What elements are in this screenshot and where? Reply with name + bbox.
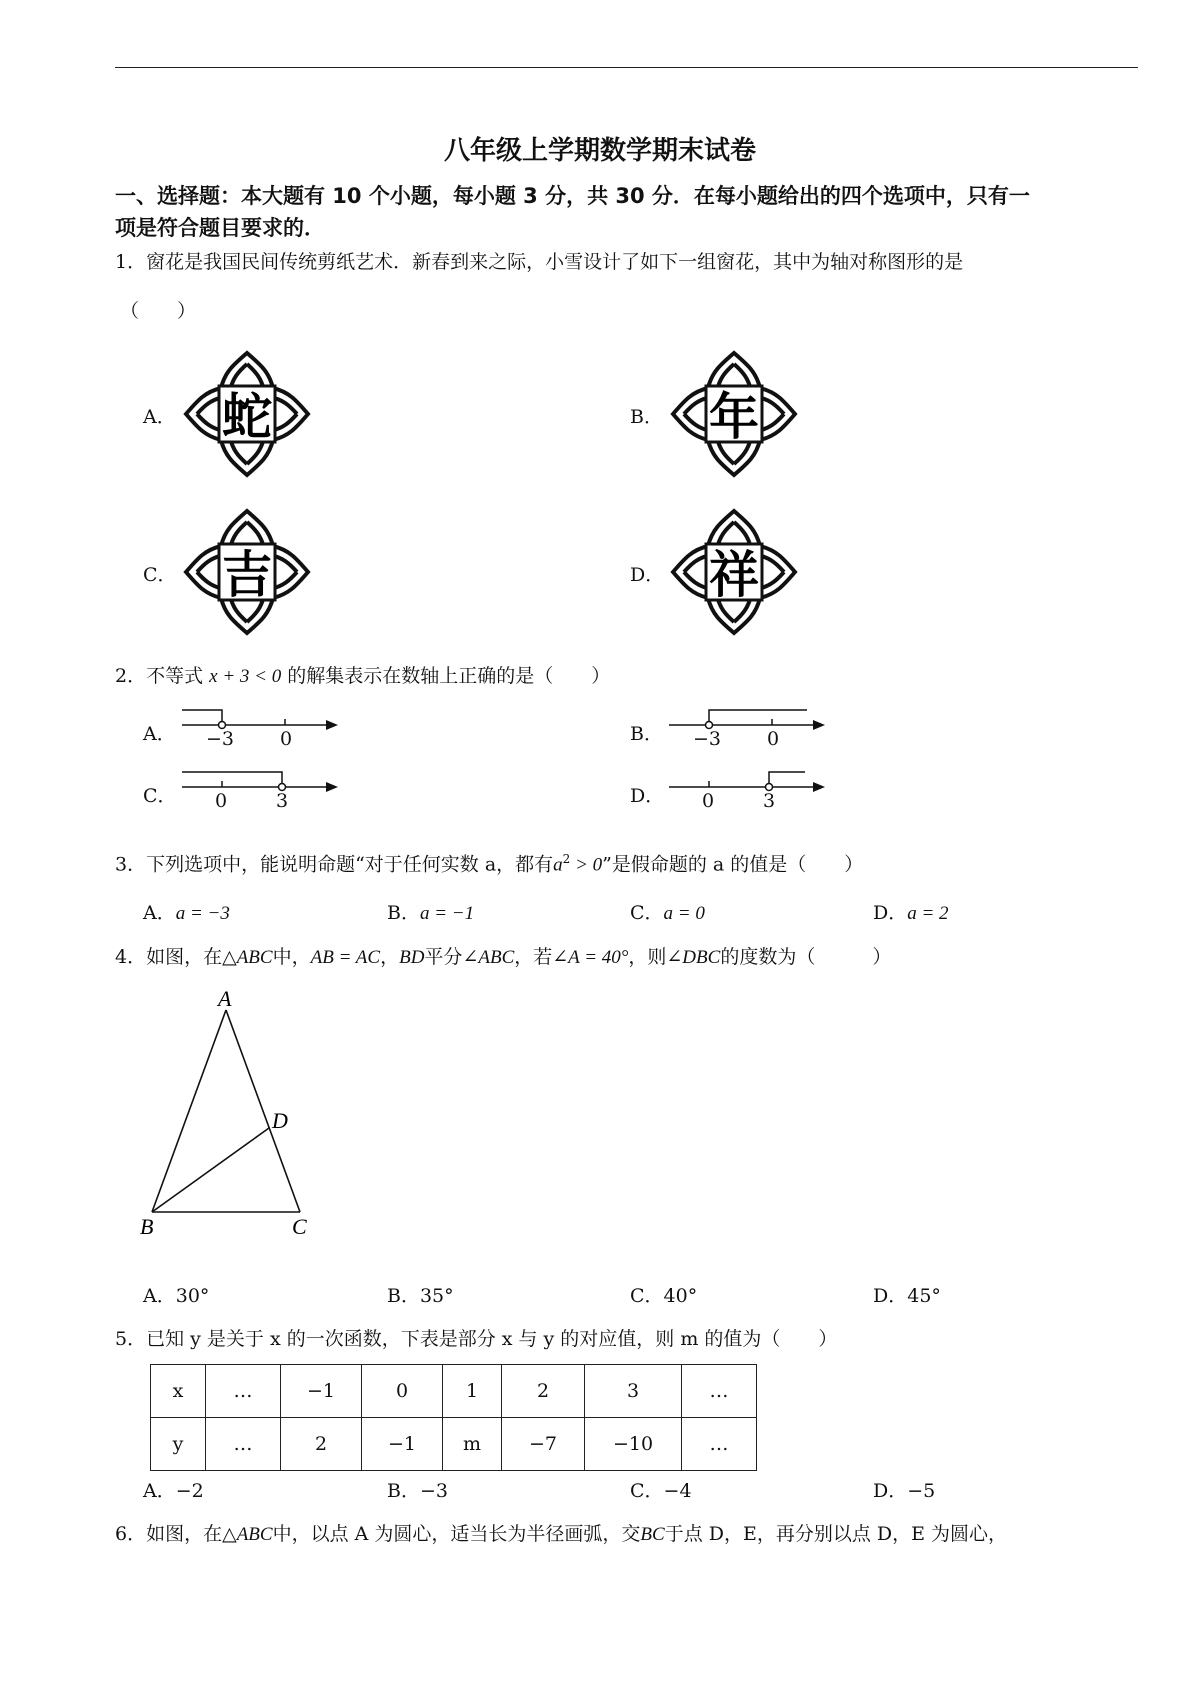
q4-option-c[interactable] (630, 1281, 697, 1308)
q3-option-a-value: a = −3 (175, 903, 230, 924)
table-cell: −1 (281, 1365, 362, 1418)
q4-option-a[interactable] (143, 1281, 209, 1308)
table-cell: −10 (585, 1418, 682, 1471)
window-flower-c-char: 吉 (222, 546, 272, 604)
vertex-d-label: D (272, 1108, 288, 1133)
q4-option-d[interactable] (873, 1281, 941, 1308)
q2-option-b-label[interactable]: B． (630, 723, 663, 745)
table-cell: 3 (585, 1365, 682, 1418)
q2-option-b-number-line (667, 705, 827, 755)
window-flower-a-image (183, 350, 311, 482)
q5-option-d-label: D． (873, 1480, 908, 1502)
window-flower-d-icon (670, 508, 798, 636)
q2-option-a-number-line (180, 705, 340, 755)
q3-option-d[interactable] (873, 898, 949, 925)
window-flower-a-char: 蛇 (222, 388, 272, 446)
table-cell: 1 (443, 1365, 502, 1418)
q3-option-d-label: D． (873, 902, 908, 924)
table-cell: … (206, 1365, 281, 1418)
table-cell: m (443, 1418, 502, 1471)
q2-option-c-number-line (180, 767, 340, 817)
q2-post: 的解集表示在数轴上正确的是（ ） (287, 665, 611, 687)
q4-e5: ∠A = 40° (552, 947, 629, 968)
table-cell: 0 (362, 1365, 443, 1418)
q4-p4: 平分 (424, 946, 463, 968)
q5-option-d-value: −5 (907, 1480, 936, 1502)
table-cell: … (682, 1365, 757, 1418)
window-flower-a-icon (183, 350, 311, 478)
q2-option-d-number-line (667, 767, 827, 817)
side-ac (226, 1010, 300, 1212)
q3-option-c[interactable] (630, 898, 705, 925)
q3-expr-exp: 2 (562, 852, 571, 866)
section-heading-line2: 项是符合题目要求的． (115, 216, 325, 240)
table-cell: x (151, 1365, 206, 1418)
segment-bd (152, 1128, 269, 1212)
q3-expr-base: a (553, 854, 563, 876)
q4-option-b-label: B． (387, 1285, 420, 1307)
q6-p1: 6．如图，在 (115, 1523, 223, 1545)
q2-option-d-tick-1: 0 (702, 790, 715, 812)
q2-option-b-tick-2: 0 (767, 728, 780, 750)
table-cell: 2 (281, 1418, 362, 1471)
window-flower-d-char: 祥 (709, 546, 759, 604)
q3-pre: 3．下列选项中，能说明命题“对于任何实数 a，都有 (115, 853, 554, 876)
q4-option-c-label: C． (630, 1285, 664, 1307)
q3-option-d-value: a = 2 (907, 903, 949, 924)
question-2-text (115, 663, 610, 690)
q2-option-b-tick-1: −3 (693, 728, 722, 750)
q2-option-c-label[interactable]: C． (143, 785, 177, 807)
q1-option-a-label[interactable]: A． (143, 406, 176, 428)
q4-option-b-value: 35° (419, 1285, 454, 1307)
table-cell: … (682, 1418, 757, 1471)
q3-option-b[interactable] (387, 898, 474, 925)
q2-option-a-tick-1: −3 (206, 728, 235, 750)
q1-option-d-label[interactable]: D． (630, 564, 665, 586)
q3-option-b-label: B． (387, 902, 420, 924)
q2-option-c-tick-2: 3 (276, 790, 289, 812)
question-6-text (115, 1521, 1007, 1548)
q6-p3: 于点 D，E，再分别以点 D，E 为圆心， (664, 1523, 1008, 1545)
triangle-figure (130, 990, 340, 1240)
q4-option-b[interactable] (387, 1281, 454, 1308)
q6-p2: 中，以点 A 为圆心，适当长为半径画弧，交 (272, 1523, 641, 1545)
section-heading-line1: 一、选择题：本大题有 10 个小题，每小题 3 分，共 30 分．在每小题给出的四个选项中，只有一 (115, 184, 1030, 208)
q1-option-b-label[interactable]: B． (630, 406, 663, 428)
q4-p6: ，则 (628, 946, 667, 968)
q2-option-d-label[interactable]: D． (630, 785, 665, 807)
q2-inequality: x + 3 < 0 (209, 666, 282, 687)
q5-option-d[interactable] (873, 1476, 935, 1503)
q5-option-c-value: −4 (663, 1480, 692, 1502)
q5-option-a[interactable] (143, 1476, 204, 1503)
q5-option-b-value: −3 (419, 1480, 448, 1502)
table-cell: −1 (362, 1418, 443, 1471)
q4-option-c-value: 40° (663, 1285, 698, 1307)
question-1-text: 1．窗花是我国民间传统剪纸艺术．新春到来之际，小雪设计了如下一组窗花，其中为轴对称图形的是 (115, 251, 964, 273)
q4-p1: 4．如图，在 (115, 946, 223, 968)
q4-option-d-label: D． (873, 1285, 908, 1307)
page-title: 八年级上学期数学期末试卷 (443, 136, 756, 166)
q2-option-d-tick-2: 3 (763, 790, 776, 812)
q3-option-a-label: A． (143, 902, 176, 924)
table-cell: 2 (502, 1365, 585, 1418)
table-row-y (151, 1418, 757, 1471)
question-4-text (115, 944, 891, 971)
q4-option-d-value: 45° (907, 1285, 941, 1307)
q5-option-c-label: C． (630, 1480, 664, 1502)
window-flower-b-char: 年 (709, 388, 759, 446)
vertex-b-label: B (140, 1214, 154, 1239)
q1-option-c-label[interactable]: C． (143, 564, 177, 586)
q2-option-a-label[interactable]: A． (143, 723, 176, 745)
q3-option-b-value: a = −1 (419, 903, 475, 924)
q3-option-a[interactable] (143, 898, 230, 925)
table-cell: −7 (502, 1418, 585, 1471)
q4-e1: △ABC (222, 947, 273, 968)
q2-option-c-tick-1: 0 (215, 790, 228, 812)
table-cell: y (151, 1418, 206, 1471)
q5-option-b[interactable] (387, 1476, 448, 1503)
q5-option-a-label: A． (143, 1480, 176, 1502)
q4-option-a-label: A． (143, 1285, 176, 1307)
table-cell: … (206, 1418, 281, 1471)
window-flower-b-icon (670, 350, 798, 478)
section-heading (115, 180, 1145, 244)
window-flower-c-image (183, 508, 311, 640)
q5-option-a-value: −2 (175, 1480, 204, 1502)
question-5-text: 5．已知 y 是关于 x 的一次函数，下表是部分 x 与 y 的对应值，则 m 的值为（ ） (115, 1328, 838, 1350)
q5-option-b-label: B． (387, 1480, 420, 1502)
vertex-c-label: C (292, 1214, 307, 1239)
q4-option-a-value: 30° (175, 1285, 210, 1307)
window-flower-c-icon (183, 508, 311, 636)
q4-p3: ， (380, 946, 400, 968)
value-table (150, 1364, 757, 1471)
q2-option-a-tick-2: 0 (280, 728, 293, 750)
side-ab (152, 1010, 226, 1212)
table-row-x (151, 1365, 757, 1418)
window-flower-b-image (670, 350, 798, 482)
q3-post: ”是假命题的 a 的值是（ ） (602, 853, 864, 876)
q4-p2: 中， (272, 946, 311, 968)
q5-option-c[interactable] (630, 1476, 692, 1503)
q2-pre: 2．不等式 (115, 665, 204, 687)
q4-e4: ∠ABC (462, 947, 515, 968)
vertex-a-label: A (218, 990, 232, 1011)
question-3-text (115, 846, 863, 878)
question-1-blank: （ ） (120, 300, 197, 322)
q4-e3: BD (399, 947, 425, 968)
q3-option-c-label: C． (630, 902, 664, 924)
q4-p7: 的度数为（ ） (720, 946, 892, 968)
window-flower-d-image (670, 508, 798, 640)
q6-e2: BC (640, 1524, 665, 1545)
q4-e2: AB = AC (310, 947, 381, 968)
q3-option-c-value: a = 0 (663, 903, 705, 924)
q4-e6: ∠DBC (666, 947, 721, 968)
q3-expr-rest: > 0 (570, 854, 603, 876)
q6-e1: △ABC (222, 1524, 273, 1545)
header-rule (115, 67, 1138, 68)
q4-p5: ，若 (514, 946, 553, 968)
